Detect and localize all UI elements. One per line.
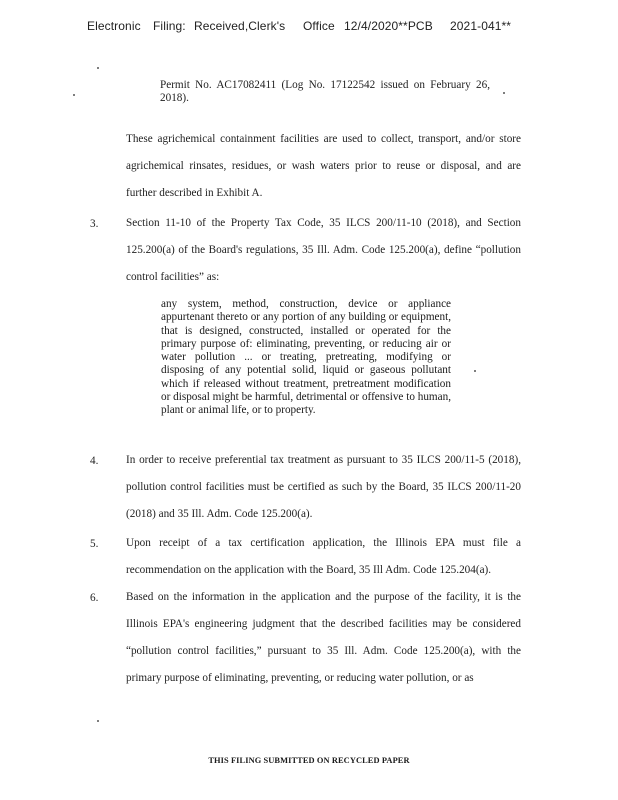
item-text-6: Based on the information in the application and the purpose of the facility, it is the Illinois EPA's engineering judgment that the described facilities may be considered “pollution control facilities,” pursuant to 35 Ill. Adm. Code 125.200(a), with the primary purpose of eliminating, preventing, or reducing water pollution, or as <box>126 591 521 684</box>
scan-speck <box>97 720 99 722</box>
footer-recycled-paper: THIS FILING SUBMITTED ON RECYCLED PAPER <box>208 756 410 765</box>
intro-paragraph: These agrichemical containment facilities are used to collect, transport, and/or store agrichemical rinsates, residues, or wash waters prior to reuse or disposal, and are further described in Exhibit A. <box>126 133 521 199</box>
header-filing: Filing: <box>153 19 186 33</box>
item-text-4: In order to receive preferential tax treatment as pursuant to 35 ILCS 200/11-5 (2018), pollution control facilities must be certified as such by the Board, 35 ILCS 200/11-20 (2018) and 35 Ill. Adm. Code 125.200(a). <box>126 454 521 520</box>
scan-speck <box>503 92 505 94</box>
scan-speck <box>474 370 476 372</box>
item-number-3: 3. <box>90 218 99 230</box>
item-text-5: Upon receipt of a tax certification application, the Illinois EPA must file a recommendation on the application with the Board, 35 Ill Adm. Code 125.204(a). <box>126 537 521 576</box>
header-docket: 2021-041** <box>450 19 512 33</box>
scan-speck <box>97 67 99 69</box>
permit-line: Permit No. AC17082411 (Log No. 17122542 issued on February 26, 2018). <box>160 79 490 104</box>
header-office: Office <box>303 19 335 33</box>
scan-speck <box>73 94 75 96</box>
item-number-4: 4. <box>90 455 99 467</box>
item-text-3: Section 11-10 of the Property Tax Code, 35 ILCS 200/11-10 (2018), and Section 125.200(a) of the Board's regulations, 35 Ill. Adm. Code 125.200(a), define “pollution control facilities” as: <box>126 217 521 283</box>
header-electronic: Electronic <box>87 19 141 33</box>
block-quote: any system, method, construction, device or appliance appurtenant thereto or any portion of any building or equipment, that is designed, constructed, installed or operated for the primary purpose of: eliminating, preventing, or reducing air or water pollution ... or treating, pretreating, modifying or disposing of any potential solid, liquid or gaseous pollutant which if released without treatment, pretreatment modification or disposal might be harmful, detrimental or offensive to human, plant or animal life, or to property. <box>161 298 451 417</box>
item-number-6: 6. <box>90 592 99 604</box>
item-number-5: 5. <box>90 538 99 550</box>
header-received: Received,Clerk's <box>194 19 286 33</box>
header-date: 12/4/2020**PCB <box>344 19 433 33</box>
